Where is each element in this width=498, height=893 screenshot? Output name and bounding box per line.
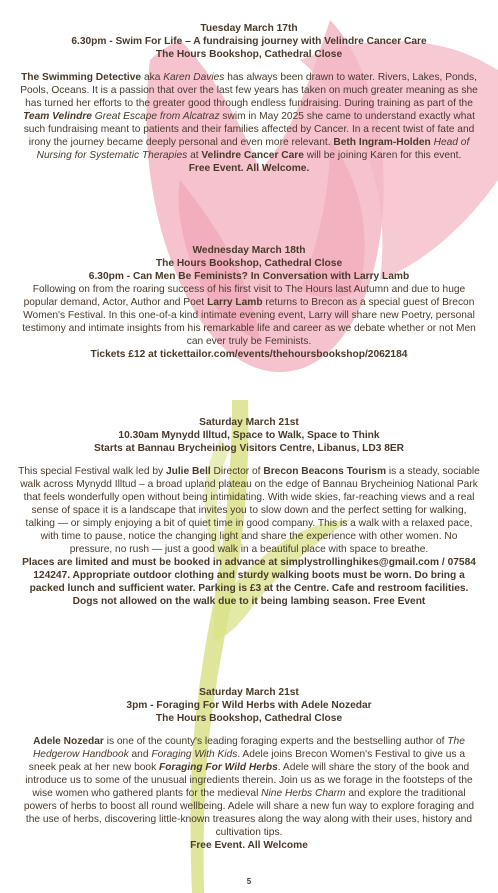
desc-italic: Great Escape from Alcatraz	[94, 111, 220, 122]
desc-text: Following on from the roaring success of his first visit to The Hours last Autumn and due to huge popular demand, Actor, Author and Poet	[23, 284, 466, 308]
event-description	[18, 735, 480, 839]
desc-text: is a steady, sociable walk across Mynydd Illtud – a broad upland plateau on the edge of Bannau Brycheiniog National Park that feels wonderfully open without being intimidating. With wide skies, far-reaching views and a real sense of space it is a landscape that invites you to slow down and the perfect setting for walking, talking — or simply enjoying a bit of quiet time in good company. This is a walk with a relaxed pace, with time to pause, notice the changing light and share the experience with other women. No pressure, no rush — just a good walk in a beautiful place with space to breathe.	[20, 466, 480, 555]
desc-emphasis: Velindre Cancer Care	[201, 150, 304, 161]
event-footer: Places are limited and must be booked in advance at simplystrollinghikes@gmail.com / 07584 124247. Appropriate outdoor clothing and sturdy walking boots must be worn. Do bring a packed lunch and sufficient water. Parking is £3 at the Centre. Cafe and restroom facilities. Dogs not allowed on the walk due to it being lambing season. Free Event	[22, 557, 476, 607]
event-title: 6.30pm - Swim For Life – A fundraising journey with Velindre Cancer Care	[71, 36, 427, 47]
event-date: Wednesday March 18th	[192, 245, 306, 256]
event-description	[18, 71, 480, 162]
desc-text: . Adele will share the story of the book and introduce us to some of the unusual ingredients therein. Join us as we forage in the footsteps of the wise women who gathered plants for the medieval	[25, 762, 473, 799]
event-date: Saturday March 21st	[199, 687, 299, 698]
event-venue: The Hours Bookshop, Cathedral Close	[155, 713, 343, 724]
desc-emphasis: Larry Lamb	[207, 297, 263, 308]
desc-text: returns to Brecon as a special guest of Brecon Women's Festival. In this one-of-a kind intimate evening event, Larry will share new Poetry, personal testimony and intimate insights from his remarkable life and career as we debate whether or not Men can ever truly be Feminists.	[22, 297, 476, 347]
desc-text: This special Festival walk led by	[18, 466, 166, 477]
desc-text: swim in May 2025 she came to understand exactly what such fundraising meant to patients and their families affected by Cancer. In a recent twist of fate and irony the journey became deeply personal and even more relevant.	[23, 111, 475, 148]
event-venue: The Hours Bookshop, Cathedral Close	[155, 258, 343, 269]
desc-text: and	[128, 749, 152, 760]
desc-text: . Adele joins Brecon Women's Festival to give us a sneek peak at her new book	[28, 749, 466, 773]
desc-emphasis: The Swimming Detective	[21, 72, 142, 83]
desc-emphasis: Brecon Beacons Tourism	[263, 466, 387, 477]
desc-text: Director of	[210, 466, 264, 477]
event-footer: Free Event. All Welcome.	[188, 163, 310, 174]
desc-italic: Karen Davies	[163, 72, 225, 83]
event-description	[18, 283, 480, 348]
desc-italic: Foraging With Kids	[151, 749, 238, 760]
desc-text: is one of the county's leading foraging experts and the bestselling author of	[103, 736, 448, 747]
desc-emphasis: Beth Ingram-Holden	[333, 137, 431, 148]
event-title: 3pm - Foraging For Wild Herbs with Adele Nozedar	[126, 700, 372, 711]
event-venue: Starts at Bannau Brycheiniog Visitors Centre, Libanus, LD3 8ER	[93, 443, 405, 454]
event-venue: The Hours Bookshop, Cathedral Close	[155, 49, 343, 60]
event-mynydd-illtud-walk	[18, 416, 480, 608]
event-title: 6.30pm - Can Men Be Feminists? In Conversation with Larry Lamb	[88, 271, 410, 282]
desc-emphasis: Julie Bell	[165, 466, 211, 477]
event-description	[18, 465, 480, 556]
desc-italic: The Hedgerow Handbook	[32, 736, 465, 760]
event-men-feminists	[18, 244, 480, 361]
desc-emphasis: Team Velindre	[23, 111, 92, 122]
event-date: Saturday March 21st	[199, 417, 299, 428]
desc-text: aka	[141, 72, 164, 83]
desc-text: has always been drawn to water. Rivers, Lakes, Ponds, Pools, Oceans. It is a passion that over the last few years has taken on much greater meaning as she has turned her efforts to the greater good through endless fundraising. During training as part of the	[20, 72, 478, 109]
desc-italic: Nine Herbs Charm	[261, 788, 346, 799]
desc-emphasis: Foraging For Wild Herbs	[159, 762, 278, 773]
event-date: Tuesday March 17th	[200, 23, 298, 34]
desc-text: will be joining Karen for this event.	[303, 150, 462, 161]
event-title: 10.30am Mynydd Illtud, Space to Walk, Space to Think	[118, 430, 380, 441]
desc-text: at	[187, 150, 202, 161]
page-number: 5	[246, 877, 252, 886]
event-footer: Free Event. All Welcome	[190, 840, 308, 851]
event-swim-for-life	[18, 22, 480, 175]
event-foraging-wild-herbs	[18, 686, 480, 852]
event-footer: Tickets £12 at tickettailor.com/events/thehoursbookshop/2062184	[90, 349, 408, 360]
desc-emphasis: Adele Nozedar	[33, 736, 104, 747]
desc-text: and explore the traditional powers of herbs to boost all round wellbeing. Adele will share a new fun way to explore foraging and the use of herbs, discovering little-known treasures along the way along with their uses, history and cultivation tips.	[23, 788, 475, 838]
desc-italic: Head of Nursing for Systematic Therapies	[36, 137, 470, 161]
